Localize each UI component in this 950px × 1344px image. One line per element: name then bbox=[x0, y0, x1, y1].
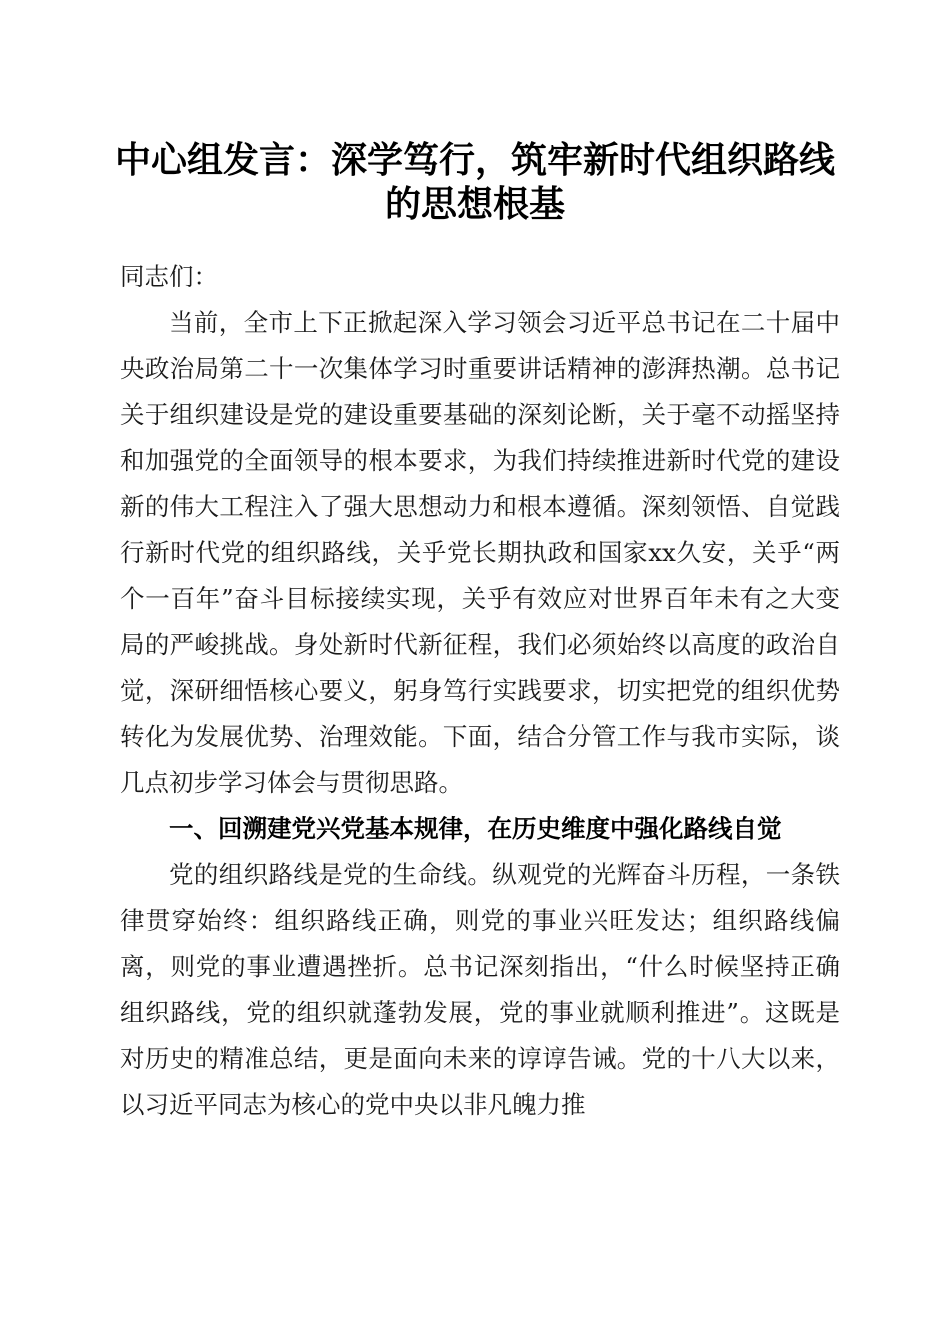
salutation: 同志们： bbox=[120, 262, 218, 291]
document-title-line-1: 中心组发言：深学笃行，筑牢新时代组织路线 bbox=[114, 139, 835, 181]
document-body bbox=[120, 254, 840, 1128]
paragraph-intro: 当前，全市上下正掀起深入学习领会习近平总书记在二十届中央政治局第二十一次集体学习时重要讲话精神的澎湃热潮。总书记关于组织建设是党的建设重要基础的深刻论断，关于毫不动摇坚持和加强党的全面领导的根本要求，为我们持续推进新时代党的建设新的伟大工程注入了强大思想动力和根本遵循。深刻领悟、自觉践行新时代党的组织路线，关乎党长期执政和国家xx久安，关乎“两个一百年”奋斗目标接续实现，关乎有效应对世界百年未有之大变局的严峻挑战。身处新时代新征程，我们必须始终以高度的政治自觉，深研细悟核心要义，躬身笃行实践要求，切实把党的组织优势转化为发展优势、治理效能。下面，结合分管工作与我市实际，谈几点初步学习体会与贯彻思路。 bbox=[120, 308, 840, 797]
document-title-line-2: 的思想根基 bbox=[384, 183, 565, 225]
section-heading: 一、回溯建党兴党基本规律，在历史维度中强化路线自觉 bbox=[169, 814, 782, 843]
paragraph-section-1: 党的组织路线是党的生命线。纵观党的光辉奋斗历程，一条铁律贯穿始终：组织路线正确，则党的事业兴旺发达；组织路线偏离，则党的事业遭遇挫折。总书记深刻指出，“什么时候坚持正确组织路线，党的组织就蓬勃发展，党的事业就顺利推进”。这既是对历史的精准总结，更是面向未来的谆谆告诫。党的十八大以来，以习近平同志为核心的党中央以非凡魄力推 bbox=[120, 860, 840, 1119]
